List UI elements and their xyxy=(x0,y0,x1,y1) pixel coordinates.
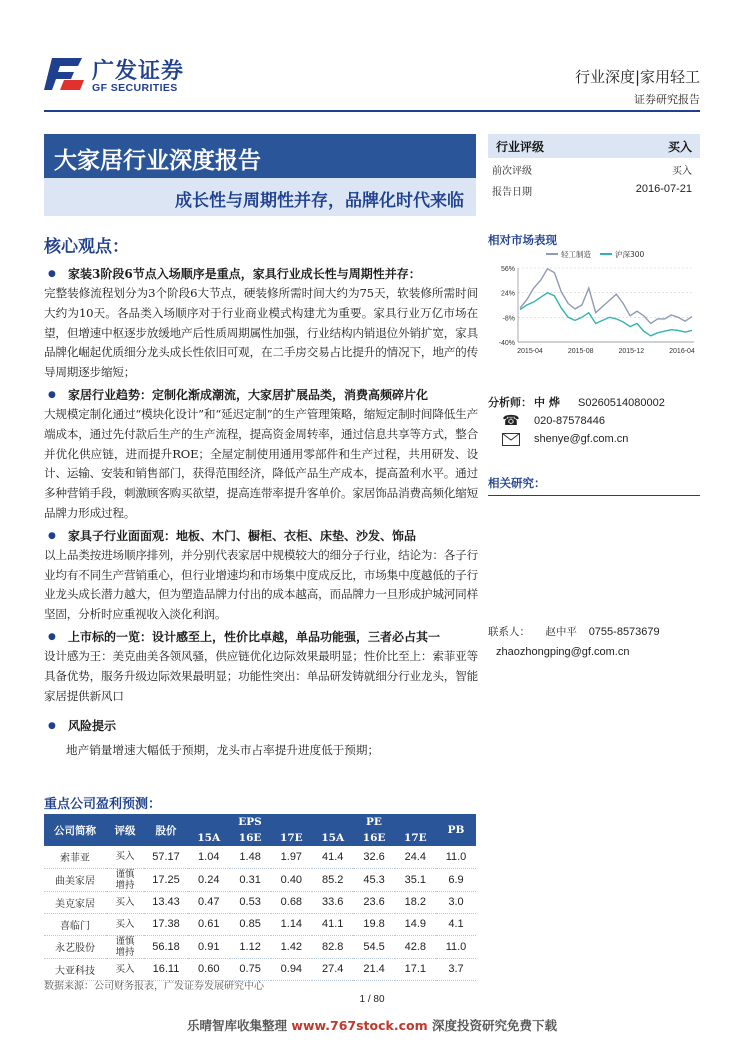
analyst-phone: 020-87578446 xyxy=(534,415,605,427)
title-banner xyxy=(44,134,476,216)
eps-15a: 1.04 xyxy=(188,846,230,868)
pb-value: 3.7 xyxy=(436,958,476,980)
rating-label: 行业评级 xyxy=(496,139,545,154)
x-tick-label: 2015-12 xyxy=(618,348,645,355)
company-rating: 谨慎 增持 xyxy=(106,935,144,958)
eps-16e: 1.48 xyxy=(230,846,271,868)
pb-value: 6.9 xyxy=(436,868,476,891)
core-view-body xyxy=(44,262,478,760)
envelope-icon xyxy=(488,430,534,448)
analyst-info xyxy=(488,394,700,448)
col-pe-16e: 16E xyxy=(353,830,394,846)
pe-17e: 24.4 xyxy=(395,846,436,868)
stock-price: 56.18 xyxy=(144,935,188,958)
previous-rating-row xyxy=(488,158,700,179)
section-body: 完整装修流程划分为3个阶段6大节点，硬装修所需时间大约为75天，软装修所需时间大约为10天。各品类入场顺序对于行业商业模式构建尤为重要。家具行业万亿市场在望，但增速中枢逐步放缓地产后性质周期属性加强，行业结构内销退位外销扩宽，家具品牌化崛起优质细分龙头成长性依旧可观，在二手房交易占比提升的情况下，地产的传导周期逐步缩短； xyxy=(44,286,478,380)
logo-english-name: GF SECURITIES xyxy=(92,82,178,94)
analyst-phone-row xyxy=(488,412,700,430)
stock-price: 13.43 xyxy=(144,891,188,913)
eps-17e: 1.97 xyxy=(271,846,312,868)
company-rating: 买入 xyxy=(106,958,144,980)
y-tick-label: 56% xyxy=(500,266,515,273)
col-eps-17e: 17E xyxy=(271,830,312,846)
logo-chinese-name: 广发证券 xyxy=(92,59,185,84)
pe-17e: 18.2 xyxy=(395,891,436,913)
table-row xyxy=(44,891,476,913)
eps-17e: 1.42 xyxy=(271,935,312,958)
company-name: 美克家居 xyxy=(44,891,106,913)
section-body: 大规模定制化通过“模块化设计”和“延迟定制”的生产管理策略，缩短定制时间降低生产端成本，通过先付款后生产的生产流程，提高资金周转率，通过信息共享等方式，整合并优化供应链，进而提升ROE；全屋定制使用通用零部件和生产过程，共用研发、设计、运输、安装和销售部门，获得范围经济，降低产品生产成本，提高盈利水平。通过多种营销手段，刺激顾客购买欲望，提高连带率提升客单价。家居饰品消费高频化缩短品牌力形成过程。 xyxy=(44,406,478,520)
pe-15a: 85.2 xyxy=(312,868,354,891)
analyst-email-row xyxy=(488,430,700,448)
table-row xyxy=(44,846,476,868)
x-tick-label: 2015-04 xyxy=(517,348,543,355)
pe-16e: 19.8 xyxy=(353,913,394,935)
report-date-value: 2016-07-21 xyxy=(635,183,692,195)
report-date-label: 报告日期 xyxy=(492,187,532,198)
eps-15a: 0.91 xyxy=(188,935,230,958)
contact-label: 联系人： xyxy=(488,626,530,638)
pe-15a: 82.8 xyxy=(312,935,354,958)
col-eps-15a: 15A xyxy=(188,830,230,846)
analyst-email[interactable]: shenye@gf.com.cn xyxy=(534,433,629,445)
rating-box xyxy=(488,134,700,200)
rating-value: 买入 xyxy=(667,139,692,154)
eps-15a: 0.24 xyxy=(188,868,230,891)
chart-title: 相对市场表现 xyxy=(488,233,557,247)
contact-row xyxy=(488,622,700,642)
relative-performance-chart xyxy=(488,246,702,364)
col-pe: PE xyxy=(312,814,436,830)
company-name: 永艺股份 xyxy=(44,935,106,958)
company-name: 索菲亚 xyxy=(44,846,106,868)
analyst-name: 中 烨 xyxy=(534,396,560,409)
company-rating: 买入 xyxy=(106,846,144,868)
contact-info xyxy=(488,622,700,662)
eps-17e: 0.40 xyxy=(271,868,312,891)
eps-16e: 0.75 xyxy=(230,958,271,980)
eps-17e: 1.14 xyxy=(271,913,312,935)
section-heading: ● 家装3阶段6节点入场顺序是重点，家具行业成长性与周期性并存： xyxy=(44,264,478,284)
risk-body: 地产销量增速大幅低于预期，龙头市占率提升进度低于预期； xyxy=(66,743,380,758)
pe-17e: 14.9 xyxy=(395,913,436,935)
x-tick-label: 2015-08 xyxy=(567,348,594,355)
col-rating: 评级 xyxy=(106,814,144,846)
analyst-label: 分析师： xyxy=(488,396,532,409)
stock-price: 17.25 xyxy=(144,868,188,891)
report-category: 行业深度|家用轻工 xyxy=(574,68,700,86)
col-pe-15a: 15A xyxy=(312,830,354,846)
related-research-heading: 相关研究： xyxy=(488,475,700,496)
analyst-license: S0260514080002 xyxy=(578,397,665,409)
section-heading: ● 家居行业趋势：定制化渐成潮流，大家居扩展品类，消费高频碎片化 xyxy=(44,385,478,405)
table-row xyxy=(44,868,476,891)
col-eps: EPS xyxy=(188,814,312,830)
previous-rating-value: 买入 xyxy=(672,166,692,177)
report-subtitle: 成长性与周期性并存，品牌化时代来临 xyxy=(175,191,464,211)
section-heading: ● 家具子行业面面观：地板、木门、橱柜、衣柜、床垫、沙发、饰品 xyxy=(44,526,478,546)
pe-17e: 42.8 xyxy=(395,935,436,958)
risk-heading: ● 风险提示 xyxy=(44,716,478,736)
gf-logo-icon xyxy=(44,52,86,94)
section-body: 设计感为王：美克曲美各领风骚，供应链优化边际效果最明显；性价比至上：索菲亚等具备优势，服务升级边际效果最明显；功能性突出：单品研发铸就细分行业龙头，智能家居提供新风口 xyxy=(44,648,478,703)
telephone-icon: ☎ xyxy=(502,413,520,429)
col-pe-17e: 17E xyxy=(395,830,436,846)
stock-price: 17.38 xyxy=(144,913,188,935)
company-name: 曲美家居 xyxy=(44,868,106,891)
eps-16e: 0.85 xyxy=(230,913,271,935)
watermark-url[interactable]: www.767stock.com xyxy=(291,1018,428,1033)
watermark-left: 乐晴智库收集整理 xyxy=(187,1018,288,1033)
gf-logo xyxy=(44,52,194,102)
previous-rating-label: 前次评级 xyxy=(492,166,532,177)
y-tick-label: -8% xyxy=(502,315,515,323)
eps-17e: 0.94 xyxy=(271,958,312,980)
col-eps-16e: 16E xyxy=(230,830,271,846)
table-row xyxy=(44,913,476,935)
data-source: 数据来源：公司财务报表，广发证券发展研究中心 xyxy=(44,981,264,992)
pe-15a: 41.4 xyxy=(312,846,354,868)
pe-16e: 23.6 xyxy=(353,891,394,913)
pe-16e: 54.5 xyxy=(353,935,394,958)
eps-15a: 0.61 xyxy=(188,913,230,935)
report-date-row xyxy=(488,179,700,200)
y-tick-label: -40% xyxy=(498,340,515,347)
company-name: 大亚科技 xyxy=(44,958,106,980)
forecast-table-title: 重点公司盈利预测： xyxy=(44,797,162,812)
footer-watermark xyxy=(0,1016,744,1034)
rating-header xyxy=(488,134,700,158)
watermark-right: 深度投资研究免费下载 xyxy=(431,1018,557,1033)
col-pb: PB xyxy=(436,814,476,846)
eps-15a: 0.60 xyxy=(188,958,230,980)
analyst-row xyxy=(488,394,700,412)
pe-15a: 33.6 xyxy=(312,891,354,913)
eps-17e: 0.68 xyxy=(271,891,312,913)
header-divider xyxy=(44,110,700,112)
pb-value: 3.0 xyxy=(436,891,476,913)
col-price: 股价 xyxy=(144,814,188,846)
table-body xyxy=(44,846,476,980)
pe-16e: 21.4 xyxy=(353,958,394,980)
stock-price: 57.17 xyxy=(144,846,188,868)
legend-label: 轻工制造 xyxy=(561,250,591,259)
pb-value: 4.1 xyxy=(436,913,476,935)
series-line-沪深300 xyxy=(520,293,692,336)
eps-15a: 0.47 xyxy=(188,891,230,913)
pb-value: 11.0 xyxy=(436,846,476,868)
pe-17e: 35.1 xyxy=(395,868,436,891)
legend-label: 沪深300 xyxy=(615,250,645,259)
company-rating: 买入 xyxy=(106,891,144,913)
eps-16e: 0.53 xyxy=(230,891,271,913)
x-tick-label: 2016-04 xyxy=(669,348,695,355)
stock-price: 16.11 xyxy=(144,958,188,980)
page-number: 1 / 80 xyxy=(359,994,385,1005)
y-tick-label: 24% xyxy=(500,290,515,298)
contact-email[interactable]: zhaozhongping@gf.com.cn xyxy=(496,646,630,658)
eps-16e: 0.31 xyxy=(230,868,271,891)
report-title: 大家居行业深度报告 xyxy=(44,134,476,178)
pe-16e: 32.6 xyxy=(353,846,394,868)
section-heading: ● 上市标的一览：设计感至上，性价比卓越，单品功能强，三者必占其一 xyxy=(44,627,478,647)
series-line-轻工制造 xyxy=(520,269,692,324)
pe-15a: 41.1 xyxy=(312,913,354,935)
pe-15a: 27.4 xyxy=(312,958,354,980)
contact-name: 赵中平 xyxy=(545,626,577,638)
pe-17e: 17.1 xyxy=(395,958,436,980)
pb-value: 11.0 xyxy=(436,935,476,958)
col-company: 公司简称 xyxy=(44,814,106,846)
company-name: 喜临门 xyxy=(44,913,106,935)
company-rating: 谨慎 增持 xyxy=(106,868,144,891)
core-view-heading: 核心观点： xyxy=(44,237,129,257)
eps-16e: 1.12 xyxy=(230,935,271,958)
contact-phone: 0755-8573679 xyxy=(588,626,660,638)
table-row xyxy=(44,935,476,958)
report-type: 证券研究报告 xyxy=(634,93,700,106)
section-body: 以上品类按进场顺序排列，并分别代表家居中规模较大的细分子行业，结论为：各子行业均有不同生产营销重心，但行业增速均和市场集中度成反比，市场集中度越低的子行业龙头成长潜力越大，但为塑造品牌力付出的成本越高，而品牌力一旦形成护城河同样坚固，分析时应重视收入淡化利润。 xyxy=(44,547,478,622)
earnings-forecast-table xyxy=(44,814,476,981)
company-rating: 买入 xyxy=(106,913,144,935)
header-right xyxy=(575,66,700,107)
pe-16e: 45.3 xyxy=(353,868,394,891)
